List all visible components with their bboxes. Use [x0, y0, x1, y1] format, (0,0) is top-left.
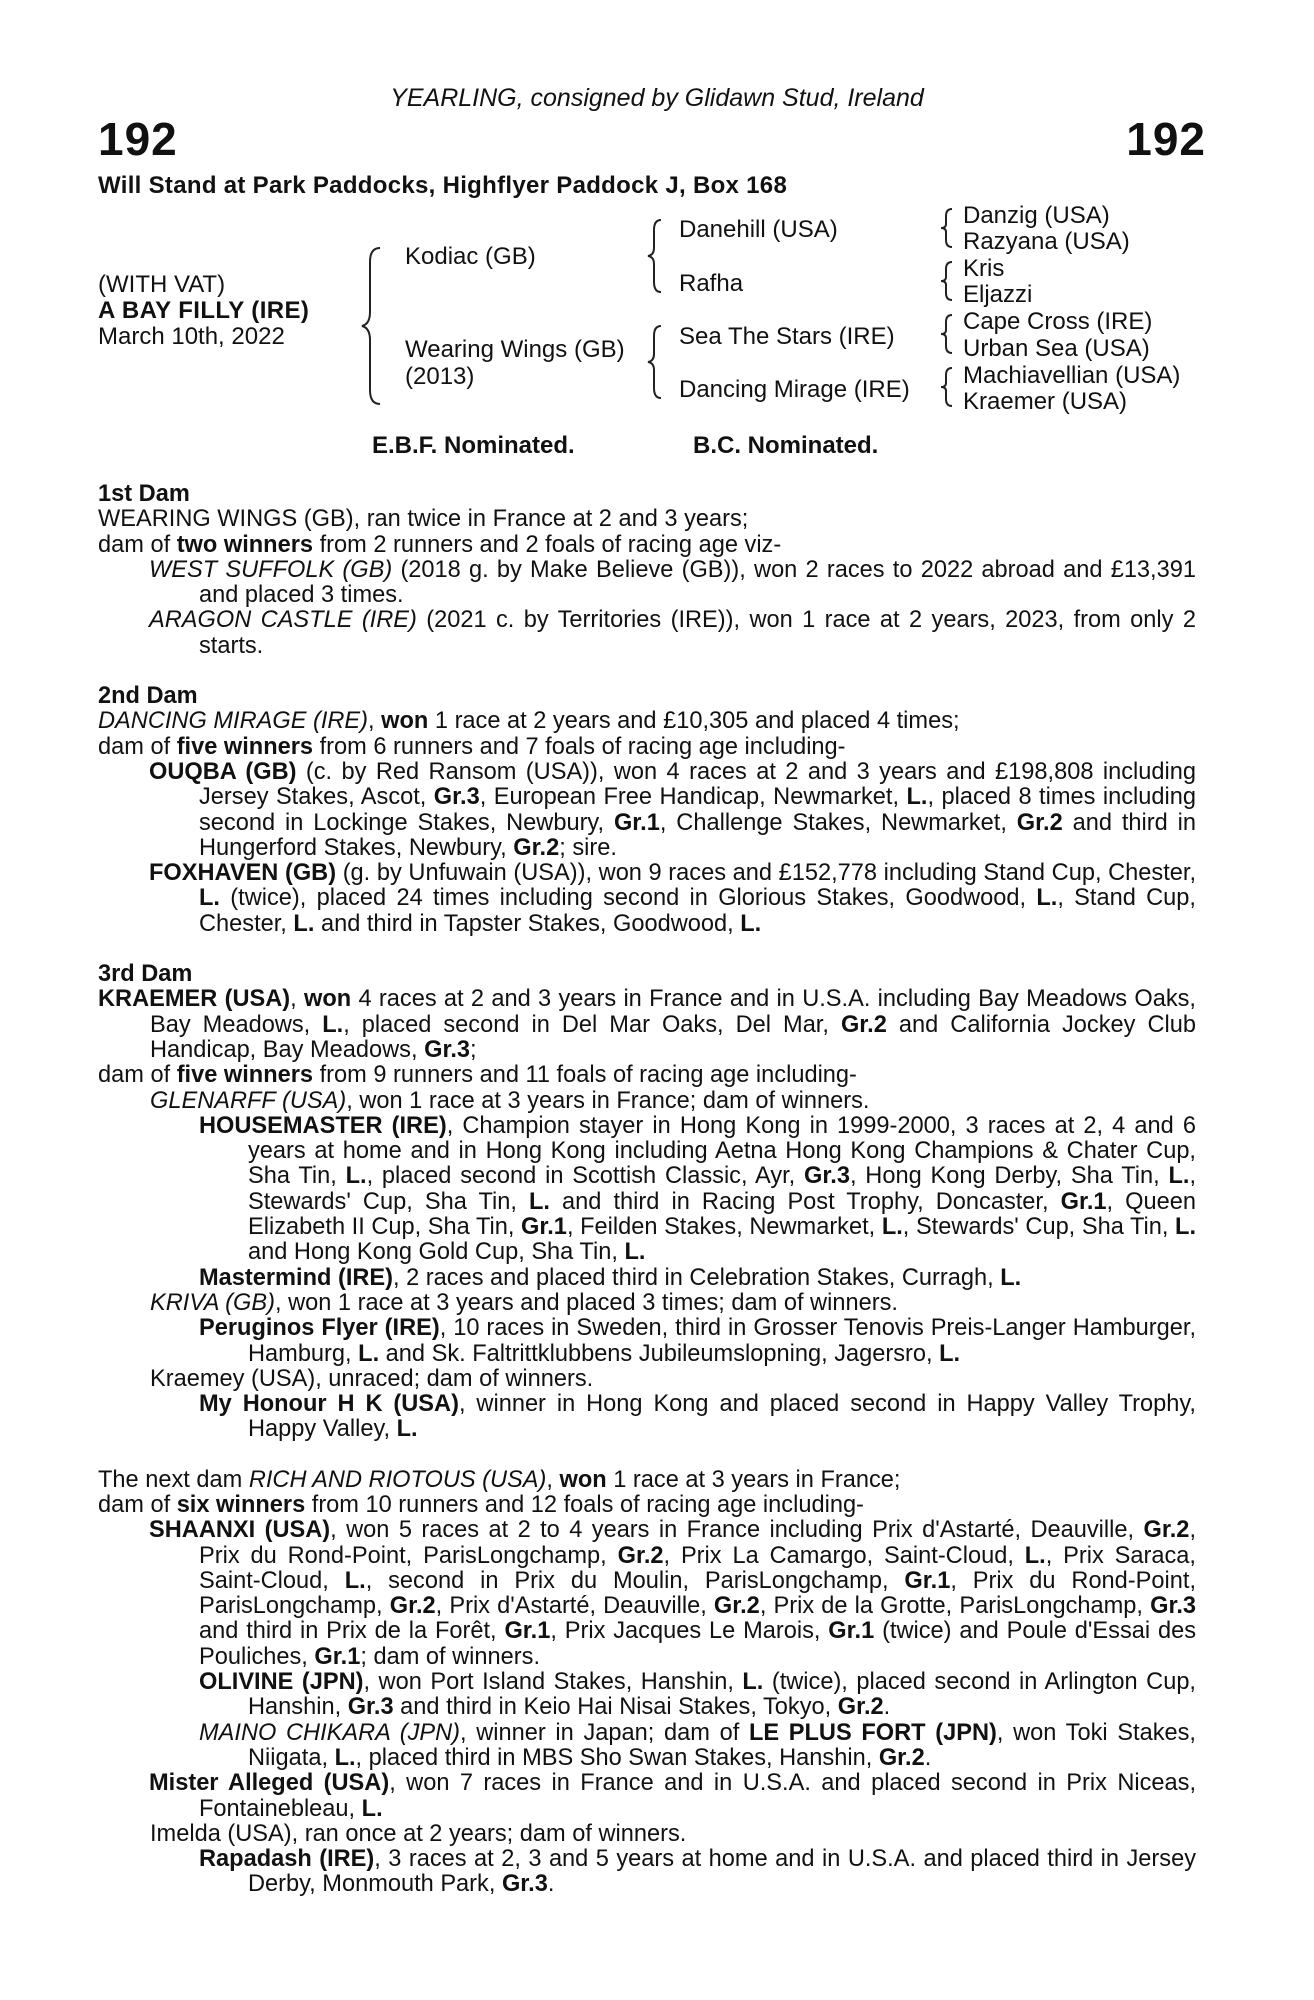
produce-aragon-castle: ARAGON CASTLE (IRE) (2021 c. by Territories (IRE)), won 1 race at 2 years, 2023, from only 2 starts.: [149, 607, 1196, 659]
lot-number-right: 192: [1126, 113, 1206, 165]
sire-dam-name: Rafha: [679, 270, 744, 297]
produce-shaanxi: SHAANXI (USA), won 5 races at 2 to 4 years in France including Prix d'Astarté, Deauville, Gr.2, Prix du Rond-Point, ParisLongchamp, Gr.2, Prix La Camargo, Saint-Cloud, L., Prix Saraca, Saint-Cloud, L., second in Prix du Moulin, ParisLongchamp, Gr.1, Prix du Rond-Point, ParisLongchamp, Gr.2, Prix d'Astarté, Deauville, Gr.2, Prix de la Grotte, ParisLongchamp, Gr.3 and third in Prix de la Forêt, Gr.1, Prix Jacques Le Marois, Gr.1 (twice) and Poule d'Essai des Pouliches, Gr.1; dam of winners.: [149, 1517, 1197, 1670]
pedigree-brace-g4-4: [938, 365, 956, 409]
pedigree-brace-main: [360, 244, 384, 408]
produce-kriva: KRIVA (GB), won 1 race at 3 years and placed 3 times; dam of winners.: [150, 1289, 898, 1316]
g4-name-5: Cape Cross (IRE): [963, 308, 1153, 335]
dam-year: (2013): [405, 363, 475, 390]
produce-glenarff: GLENARFF (USA), won 1 race at 3 years in France; dam of winners.: [150, 1087, 870, 1114]
pedigree-brace-sire: [645, 216, 665, 296]
produce-mastermind: Mastermind (IRE), 2 races and placed third in Celebration Stakes, Curragh, L.: [199, 1264, 1022, 1291]
produce-kraemey: Kraemey (USA), unraced; dam of winners.: [150, 1365, 594, 1392]
third-dam-produce-summary: dam of five winners from 9 runners and 11 foals of racing age including-: [98, 1062, 857, 1089]
pedigree-brace-g4-3: [938, 312, 956, 356]
g4-name-8: Kraemer (USA): [963, 388, 1128, 415]
dam-name: Wearing Wings (GB): [405, 336, 625, 363]
g4-name-2: Razyana (USA): [963, 228, 1130, 255]
produce-ouqba: OUQBA (GB) (c. by Red Ransom (USA)), won 4 races at 2 and 3 years and £198,808 including Jersey Stakes, Ascot, Gr.3, European Free Handicap, Newmarket, L., placed 8 times including second in Lockinge Stakes, Newbury, Gr.1, Challenge Stakes, Newmarket, Gr.2 and third in Hungerford Stakes, Newbury, Gr.2; sire.: [149, 758, 1197, 861]
produce-olivine: OLIVINE (JPN), won Port Island Stakes, Hanshin, L. (twice), placed second in Arlington Cup, Hanshin, Gr.3 and third in Keio Hai Nisai Stakes, Tokyo, Gr.2.: [199, 1669, 1196, 1721]
produce-foxhaven: FOXHAVEN (GB) (g. by Unfuwain (USA)), won 9 races and £152,778 including Stand Cup, Chester, L. (twice), placed 24 times including second in Glorious Stakes, Goodwood, L., Stand Cup, Chester, L. and third in Tapster Stakes, Goodwood, L.: [149, 860, 1197, 937]
pedigree-brace-g4-1: [938, 206, 956, 250]
vat-label: (WITH VAT): [98, 271, 226, 298]
consignment-line: YEARLING, consigned by Glidawn Stud, Ireland: [390, 84, 924, 112]
produce-mister-alleged: Mister Alleged (USA), won 7 races in France and in U.S.A. and placed second in Prix Niceas, Fontainebleau, L.: [149, 1770, 1196, 1822]
g4-name-4: Eljazzi: [963, 281, 1033, 308]
produce-housemaster: HOUSEMASTER (IRE), Champion stayer in Hong Kong in 1999-2000, 3 races at 2, 4 and 6 years at home and in Hong Kong including Aetna Hong Kong Champions & Chater Cup, Sha Tin, L., placed second in Scottish Classic, Ayr, Gr.3, Hong Kong Derby, Sha Tin, L., Stewards' Cup, Sha Tin, L. and third in Racing Post Trophy, Doncaster, Gr.1, Queen Elizabeth II Cup, Sha Tin, Gr.1, Feilden Stakes, Newmarket, L., Stewards' Cup, Sha Tin, L. and Hong Kong Gold Cup, Sha Tin, L.: [199, 1112, 1197, 1266]
g4-name-3: Kris: [963, 255, 1005, 282]
second-dam-line: DANCING MIRAGE (IRE), won 1 race at 2 years and £10,305 and placed 4 times;: [98, 708, 960, 735]
dam-sire-name: Sea The Stars (IRE): [679, 323, 895, 350]
third-dam-heading: 3rd Dam: [98, 961, 193, 988]
third-dam-kraemer: KRAEMER (USA), won 4 races at 2 and 3 years in France and in U.S.A. including Bay Meadows Oaks, Bay Meadows, L., placed second in Del Mar Oaks, Del Mar, Gr.2 and California Jockey Club Handicap, Bay Meadows, Gr.3;: [98, 986, 1196, 1063]
produce-rapadash: Rapadash (IRE), 3 races at 2, 3 and 5 years at home and in U.S.A. and placed third in Jersey Derby, Monmouth Park, Gr.3.: [199, 1846, 1196, 1898]
next-dam-produce-summary: dam of six winners from 10 runners and 12 foals of racing age including-: [98, 1491, 864, 1518]
pedigree-brace-g4-2: [938, 259, 956, 303]
dam-dam-name: Dancing Mirage (IRE): [679, 376, 910, 403]
first-dam-produce-summary: dam of two winners from 2 runners and 2 foals of racing age viz-: [98, 531, 782, 558]
bc-nomination: B.C. Nominated.: [693, 432, 879, 459]
stand-info: Will Stand at Park Paddocks, Highflyer Paddock J, Box 168: [98, 172, 788, 199]
produce-peruginos-flyer: Peruginos Flyer (IRE), 10 races in Sweden, third in Grosser Tenovis Preis-Langer Hamburger, Hamburg, L. and Sk. Faltrittklubbens Jubileumslopning, Jagersro, L.: [199, 1315, 1196, 1367]
pedigree-brace-dam: [645, 322, 665, 402]
produce-imelda: Imelda (USA), ran once at 2 years; dam of winners.: [150, 1820, 687, 1847]
g4-name-1: Danzig (USA): [963, 202, 1110, 229]
sire-sire-name: Danehill (USA): [679, 216, 838, 243]
sire-name: Kodiac (GB): [405, 243, 536, 270]
foaling-date: March 10th, 2022: [98, 323, 285, 350]
produce-maino-chikara: MAINO CHIKARA (JPN), winner in Japan; dam of LE PLUS FORT (JPN), won Toki Stakes, Niigata, L., placed third in MBS Sho Swan Stakes, Hanshin, Gr.2.: [199, 1719, 1196, 1771]
first-dam-line: WEARING WINGS (GB), ran twice in France at 2 and 3 years;: [98, 506, 749, 533]
ebf-nomination: E.B.F. Nominated.: [372, 432, 575, 459]
lot-number-left: 192: [98, 113, 178, 165]
g4-name-7: Machiavellian (USA): [963, 362, 1181, 389]
produce-west-suffolk: WEST SUFFOLK (GB) (2018 g. by Make Believe (GB)), won 2 races to 2022 abroad and £13,391 and placed 3 times.: [149, 556, 1196, 609]
produce-my-honour: My Honour H K (USA), winner in Hong Kong and placed second in Happy Valley Trophy, Happy Valley, L.: [199, 1391, 1196, 1443]
horse-name: A BAY FILLY (IRE): [98, 297, 310, 324]
g4-name-6: Urban Sea (USA): [963, 335, 1150, 362]
catalogue-body: [98, 482, 1196, 1898]
second-dam-produce-summary: dam of five winners from 6 runners and 7 foals of racing age including-: [98, 733, 846, 760]
next-dam-line: The next dam RICH AND RIOTOUS (USA), won 1 race at 3 years in France;: [98, 1466, 901, 1493]
first-dam-heading: 1st Dam: [98, 481, 190, 507]
second-dam-heading: 2nd Dam: [98, 683, 198, 710]
